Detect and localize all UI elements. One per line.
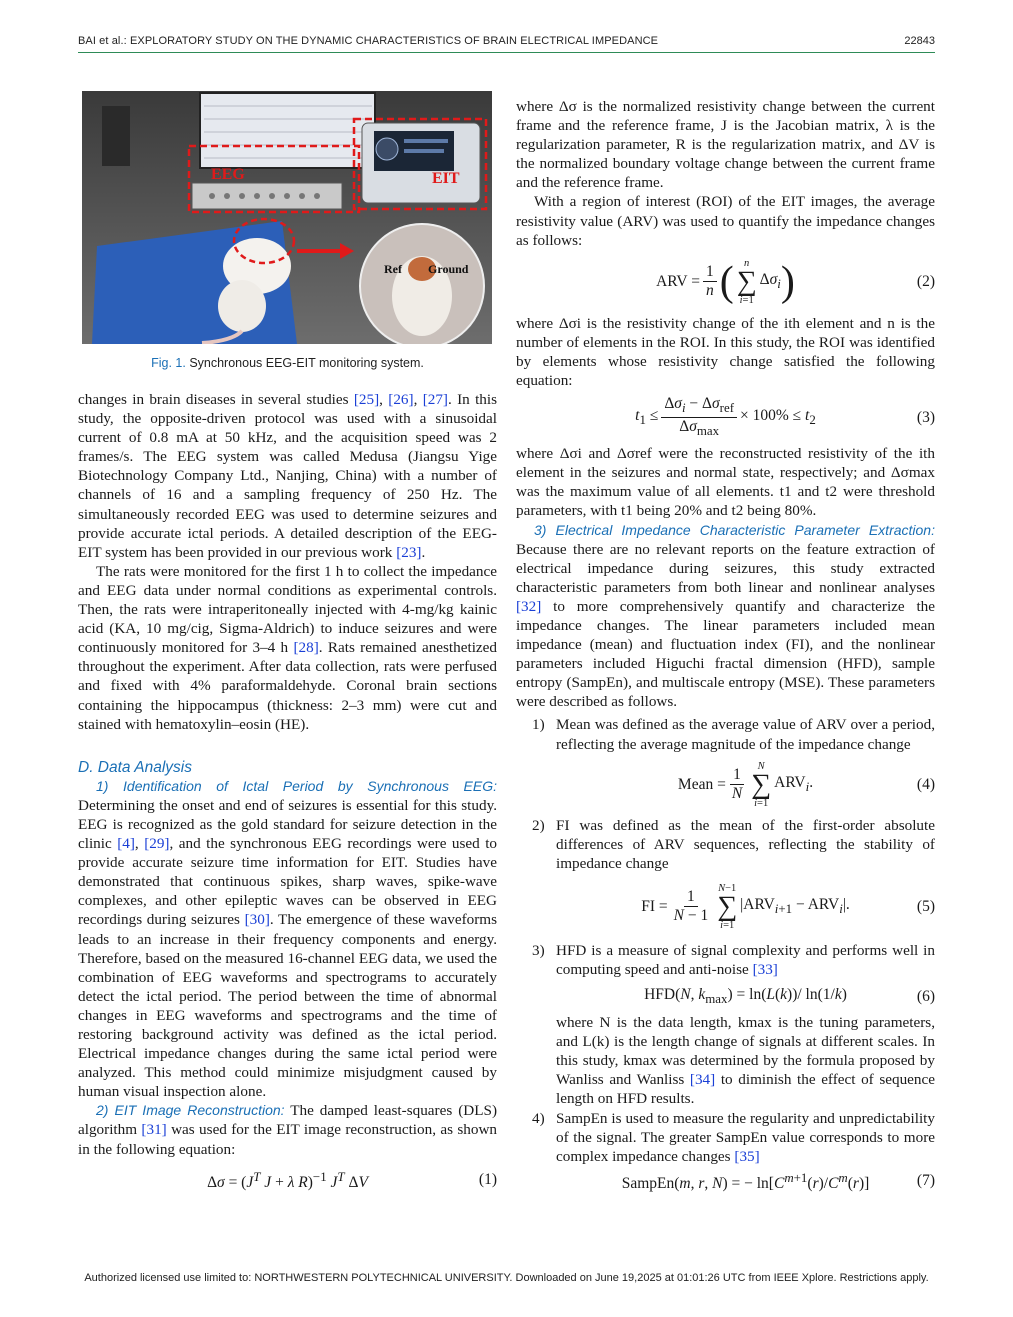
figure-caption: [78, 356, 497, 370]
overlay-ground-label: Ground: [428, 262, 469, 276]
citation-link[interactable]: [26]: [388, 391, 414, 408]
citation-link[interactable]: [27]: [422, 391, 448, 408]
equation-7: SampEn(m, r, N) = − $\ln[C^{m+1}(r)/C^m(r)]$ (7): [621, 1170, 935, 1193]
paragraph: 3) Electrical Impedance Characteristic Parameter Extraction: Because there are no relevant reports on the feature extraction of electrical impedance during seizures, this study extracted characteristic parameters from both linear and nonlinear analyses [32] to more comprehensively quantify and characterize the impedance changes. The linear parameters included mean impedance (mean) and fluctuation index (FI), and the nonlinear parameters included Higuchi fractal dimension (HFD), sample entropy (SampEn), and multiscale entropy (MSE). These parameters were described as follows.: [516, 521, 936, 711]
paragraph: where N is the data length, kmax is the tuning parameters, and L(k) is the length change of signals at different scales. In this study, kmax was determined by the formula proposed by Wanliss and Wanliss [34] to diminish the effect of sequence length on HFD results.: [556, 1014, 935, 1108]
paragraph: The rats were monitored for the first 1 h to collect the impedance and EEG data under normal conditions as experimental controls. Then, the rats were intraperitoneally injected with 4-mg/kg kainic acid (KA, 10 mg/cig, Sigma-Aldrich) to induce seizures and were continuously monitored for 3–4 h [28]. Rats remained anesthetized throughout the experiment. After data collection, rats were perfused and fixed with 4% paraformaldehyde. Coronal brain sections containing the hippocampus (thickness: 2–3 mm) were cut and stained with hematoxylin–eosin (HE).: [78, 562, 498, 733]
paragraph: With a region of interest (ROI) of the EIT images, the average resistivity value (ARV) was used to quantify the impedance changes as follows:: [516, 193, 935, 249]
list-item: 4) SampEn is used to measure the regularity and unpredictability of the signal. The greater SampEn value corresponds to more complex impedance changes [35]: [532, 1109, 935, 1165]
paragraph: where Δσi is the resistivity change of the ith element and n is the number of elements in the ROI. In this study, the ROI was identified by elements whose resistivity change satisfied the following equation:: [516, 314, 935, 390]
citation-link[interactable]: [33]: [752, 961, 778, 978]
equation-number: (3): [916, 408, 935, 426]
paragraph: where Δσi and Δσref were the reconstructed resistivity of the ith element in the seizures and normal state, respectively; and Δσmax was the maximum value of all elements. t1 and t2 were threshold parameters, with t1 being 20% and t2 being 80%.: [516, 445, 935, 520]
equation-number: (1): [478, 1170, 497, 1188]
equation-5: FI = $\frac{1}{N - 1}$ N−1 ∑ i=1 $|ARV_{i+1} - ARV_i|$. (5): [641, 882, 935, 931]
equation-4: Mean = $\frac{1}{N}$ N ∑ i=1 $ARV_i$. (4): [677, 760, 935, 809]
overlay-ref-label: Ref: [384, 262, 402, 276]
paragraph: 2) EIT Image Reconstruction: The damped least-squares (DLS) algorithm [31] was used for the EIT image reconstruction, as shown in the following equation:: [78, 1102, 498, 1158]
citation-link[interactable]: [30]: [244, 911, 270, 929]
equation-3: $t_1$ ≤ $\frac{\Delta\sigma_i - \Delta\sigma_{ref}}{\Delta\sigma_{max}}$ × $100\% \le t_2$ (3): [635, 394, 935, 438]
figure-caption-text: Synchronous EEG-EIT monitoring system.: [189, 356, 424, 370]
section-heading: D. Data Analysis: [78, 758, 192, 776]
figure-illustration: [82, 91, 492, 344]
page-number: 22843: [904, 35, 935, 47]
subsection-heading: 1) Identification of Ictal Period by Synchronous EEG:: [96, 777, 497, 794]
citation-link[interactable]: [28]: [293, 639, 319, 657]
equation-6: HFD(N, $k_{max}) = \ln(L(k))/$ ln(1/k) (6): [644, 985, 935, 1006]
citation-link[interactable]: [35]: [734, 1147, 760, 1165]
paragraph: 1) Identification of Ictal Period by Synchronous EEG: Determining the onset and end of seizures is essential for this study. EEG is recognized as the gold standard for seizure detection in the clinic [4], [29], and the synchronous EEG recordings were used to provide accurate seizure time information for EIT. Studies have demonstrated that continuous spikes, sharp waves, spike-wave complexes, and other epileptic waves can be observed in EEG recordings during seizures [30]. The emergence of these waveforms leads to an increase in their frequency components and energy. Therefore, based on the measured 16-channel EEG data, we used the combination of EEG waveforms and spectrograms to accurately detect the ictal period. The period between the time of abnormal changes in EEG waveforms and spectrograms and the time of restoring background activity was defined as the ictal period. Electrical impedance changes during the same ictal period were analyzed. This method could minimize misjudgment caused by human visual inspection alone.: [78, 777, 498, 1101]
equation-number: (7): [916, 1172, 935, 1190]
citation-link[interactable]: [32]: [516, 597, 542, 615]
paragraph: changes in brain diseases in several studies [25], [26], [27]. In this study, the opposite-driven protocol was used with a sinusoidal current of 0.8 mA at 50 kHz, and the acquisition speed was 2 frames/s. The EEG system was called Medusa (Jiangsu Yige Biotechnology Company Ltd., Nanjing, China) with a number of channels of 16 and a sampling frequency of 250 Hz. The simultaneously recorded EEG was used to determine seizures and provide accurate ictal periods. A detailed description of the EEG-EIT system has been provided in our previous work [23].: [78, 391, 498, 561]
equation-number: (2): [916, 273, 935, 291]
citation-link[interactable]: [29]: [144, 835, 170, 853]
equation-1: $\Delta\sigma = (J^T$ J + λ R)$^{-1}$ $J^T$ ΔV (1): [207, 1168, 497, 1191]
overlay-eit-label: EIT: [432, 170, 460, 187]
license-footer: Authorized licensed use limited to: NORTHWESTERN POLYTECHNICAL UNIVERSITY. Downloaded on June 19,2025 at 01:01:26 UTC from IEEE Xplore. Restrictions apply.: [84, 1272, 929, 1284]
subsection-heading: 2) EIT Image Reconstruction:: [96, 1102, 285, 1119]
citation-link[interactable]: [4]: [117, 835, 135, 853]
equation-number: (6): [916, 987, 935, 1005]
equation-number: (4): [916, 776, 935, 794]
equation-2: ARV = $\frac{1}{n}$ ( n ∑ i=1 $\Delta\sigma_i$ ) (2): [656, 257, 935, 306]
running-title: BAI et al.: EXPLORATORY STUDY ON THE DYNAMIC CHARACTERISTICS OF BRAIN ELECTRICAL IMPEDANCE: [78, 35, 659, 47]
citation-link[interactable]: [34]: [689, 1071, 716, 1089]
list-item: 2) FI was defined as the mean of the first-order absolute differences of ARV sequences, reflecting the stability of impedance change: [532, 816, 935, 872]
subsection-heading: 3) Electrical Impedance Characteristic Parameter Extraction:: [534, 521, 935, 538]
parameter-list: [516, 715, 935, 1195]
list-item: 3) HFD is a measure of signal complexity and performs well in computing speed and anti-noise [33]: [532, 941, 935, 978]
citation-link[interactable]: [31]: [141, 1121, 167, 1139]
left-column: [78, 390, 497, 1192]
figure-eeg-eit-photo: [82, 91, 492, 344]
list-item: 1) Mean was defined as the average value of ARV over a period, reflecting the average magnitude of the impedance change: [532, 716, 935, 753]
paragraph: where Δσ is the normalized resistivity change between the current frame and the reference frame, J is the Jacobian matrix, λ is the regularization parameter, R is the regularization matrix, and ΔV is the normalized boundary voltage change between the current frame and the reference frame.: [516, 98, 935, 192]
citation-link[interactable]: [23]: [396, 543, 422, 561]
header-rule: [78, 52, 935, 53]
citation-link[interactable]: [25]: [353, 391, 380, 408]
overlay-eeg-label: EEG: [211, 166, 245, 183]
figure-label: Fig. 1.: [151, 356, 186, 370]
right-column: [516, 97, 935, 1196]
equation-number: (5): [916, 898, 935, 916]
